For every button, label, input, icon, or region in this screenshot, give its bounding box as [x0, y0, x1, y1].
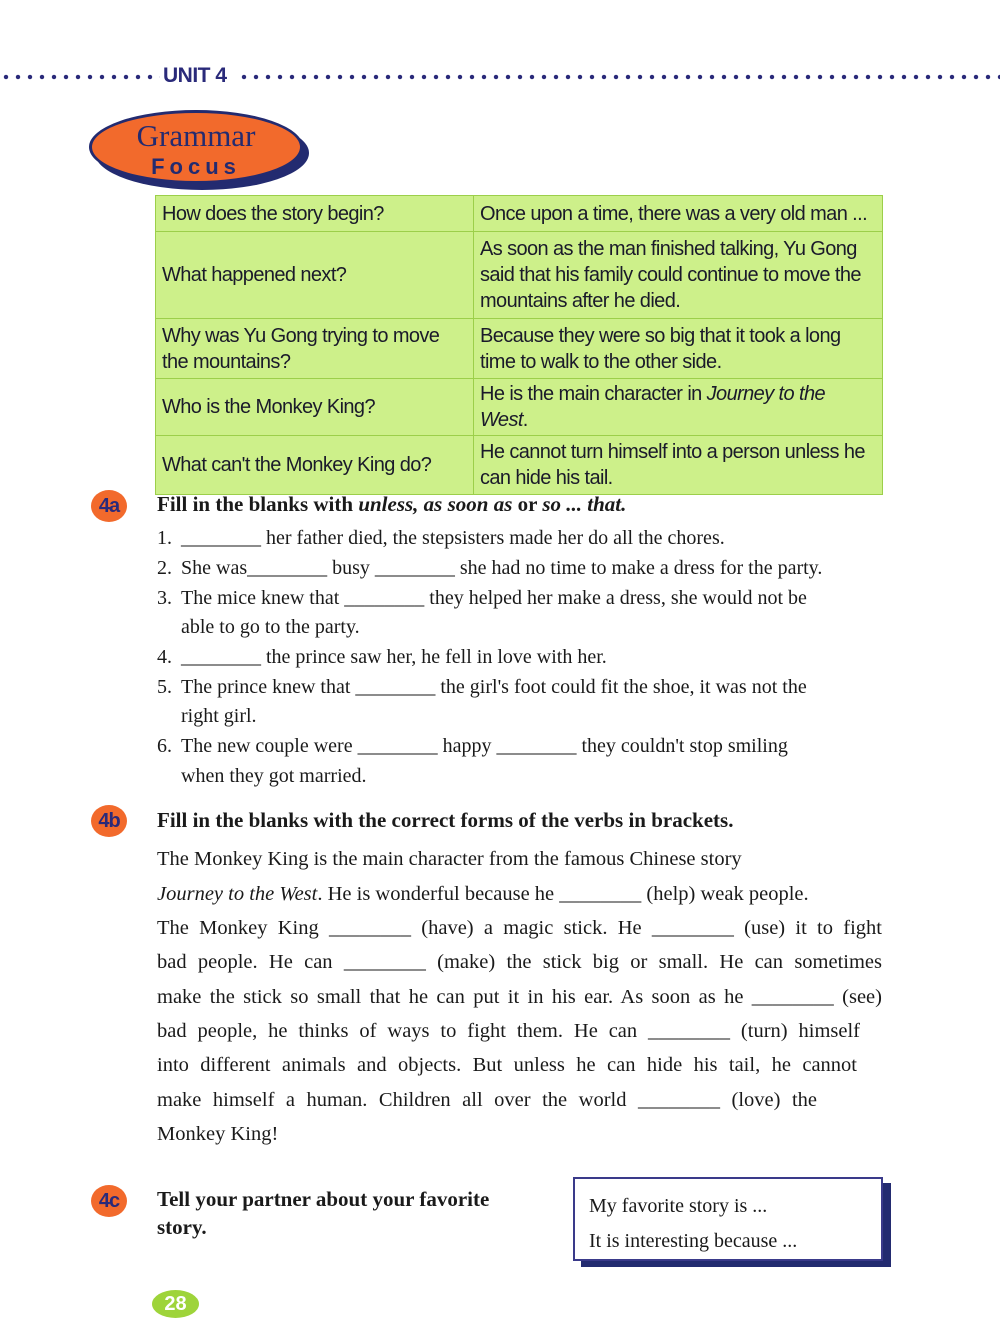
exercise-line: The new couple were ________ happy ________ they couldn't stop smiling — [181, 735, 788, 757]
item-number: 3. — [157, 587, 172, 609]
answer-cell: He is the main character in Journey to the West. — [474, 379, 883, 436]
item-number: 4. — [157, 646, 172, 668]
paragraph-line: make himself a human. Children all over the world ________ (love) the — [157, 1089, 817, 1111]
grammar-focus-logo — [89, 110, 311, 192]
exercise-badge-4a: 4a — [91, 490, 127, 522]
paragraph-line: bad people, he thinks of ways to fight them. He can ________ (turn) himself — [157, 1020, 860, 1042]
table-row — [156, 196, 883, 232]
logo-line1: Grammar — [136, 118, 256, 153]
exercise-line: The prince knew that ________ the girl's foot could fit the shoe, it was not the — [181, 676, 807, 698]
table-row — [156, 436, 883, 495]
paragraph-line: bad people. He can ________ (make) the stick big or small. He can sometimes — [157, 951, 882, 973]
paragraph-line: Monkey King! — [157, 1123, 279, 1145]
dotted-rule-right — [238, 74, 1000, 80]
answer-cell: He cannot turn himself into a person unless he can hide his tail. — [474, 436, 883, 495]
question-cell: What happened next? — [156, 232, 474, 319]
exercise-line: The mice knew that ________ they helped her make a dress, she would not be — [181, 587, 807, 609]
exercise-4c-instruction: Tell your partner about your favorite — [157, 1187, 490, 1211]
exercise-line: ________ her father died, the stepsisters made her do all the chores. — [181, 527, 725, 549]
exercise-line: She was________ busy ________ she had no time to make a dress for the party. — [181, 557, 823, 579]
unit-label: UNIT 4 — [163, 64, 227, 87]
table-row — [156, 232, 883, 319]
logo-line2: Focus — [151, 154, 241, 179]
paragraph-line: make the stick so small that he can put it in his ear. As soon as he ________ (see) — [157, 986, 882, 1008]
grammar-table — [155, 195, 883, 495]
exercise-4b-instruction: Fill in the blanks with the correct forms of the verbs in brackets. — [157, 808, 734, 832]
sentence-starter-box — [573, 1177, 883, 1261]
exercise-line: able to go to the party. — [181, 616, 360, 638]
exercise-badge-4b: 4b — [91, 805, 127, 837]
paragraph-line: The Monkey King ________ (have) a magic stick. He ________ (use) it to fight — [157, 917, 882, 939]
answer-cell: Once upon a time, there was a very old man ... — [474, 196, 883, 232]
question-cell: How does the story begin? — [156, 196, 474, 232]
dotted-rule-left — [0, 74, 160, 80]
question-cell: Who is the Monkey King? — [156, 379, 474, 436]
paragraph-line: into different animals and objects. But unless he can hide his tail, he cannot — [157, 1054, 857, 1076]
exercise-4c-instruction-cont: story. — [157, 1215, 207, 1239]
paragraph-line: Journey to the West. He is wonderful because he ________ (help) weak people. — [157, 883, 809, 905]
exercise-line: ________ the prince saw her, he fell in love with her. — [181, 646, 607, 668]
item-number: 1. — [157, 527, 172, 549]
exercise-4a-instruction: Fill in the blanks with unless, as soon as or so ... that. — [157, 492, 627, 516]
paragraph-line: The Monkey King is the main character from the famous Chinese story — [157, 848, 742, 870]
sentence-starter: My favorite story is ... — [589, 1195, 768, 1217]
exercise-line: when they got married. — [181, 765, 367, 787]
item-number: 2. — [157, 557, 172, 579]
table-row — [156, 319, 883, 379]
item-number: 6. — [157, 735, 172, 757]
exercise-line: right girl. — [181, 705, 257, 727]
page-number: 28 — [152, 1290, 199, 1318]
answer-cell: As soon as the man finished talking, Yu Gong said that his family could continue to move the mountains after he died. — [474, 232, 883, 319]
question-cell: Why was Yu Gong trying to move the mountains? — [156, 319, 474, 379]
exercise-badge-4c: 4c — [91, 1185, 127, 1217]
answer-cell: Because they were so big that it took a long time to walk to the other side. — [474, 319, 883, 379]
table-row — [156, 379, 883, 436]
question-cell: What can't the Monkey King do? — [156, 436, 474, 495]
sentence-starter: It is interesting because ... — [589, 1230, 798, 1252]
item-number: 5. — [157, 676, 172, 698]
